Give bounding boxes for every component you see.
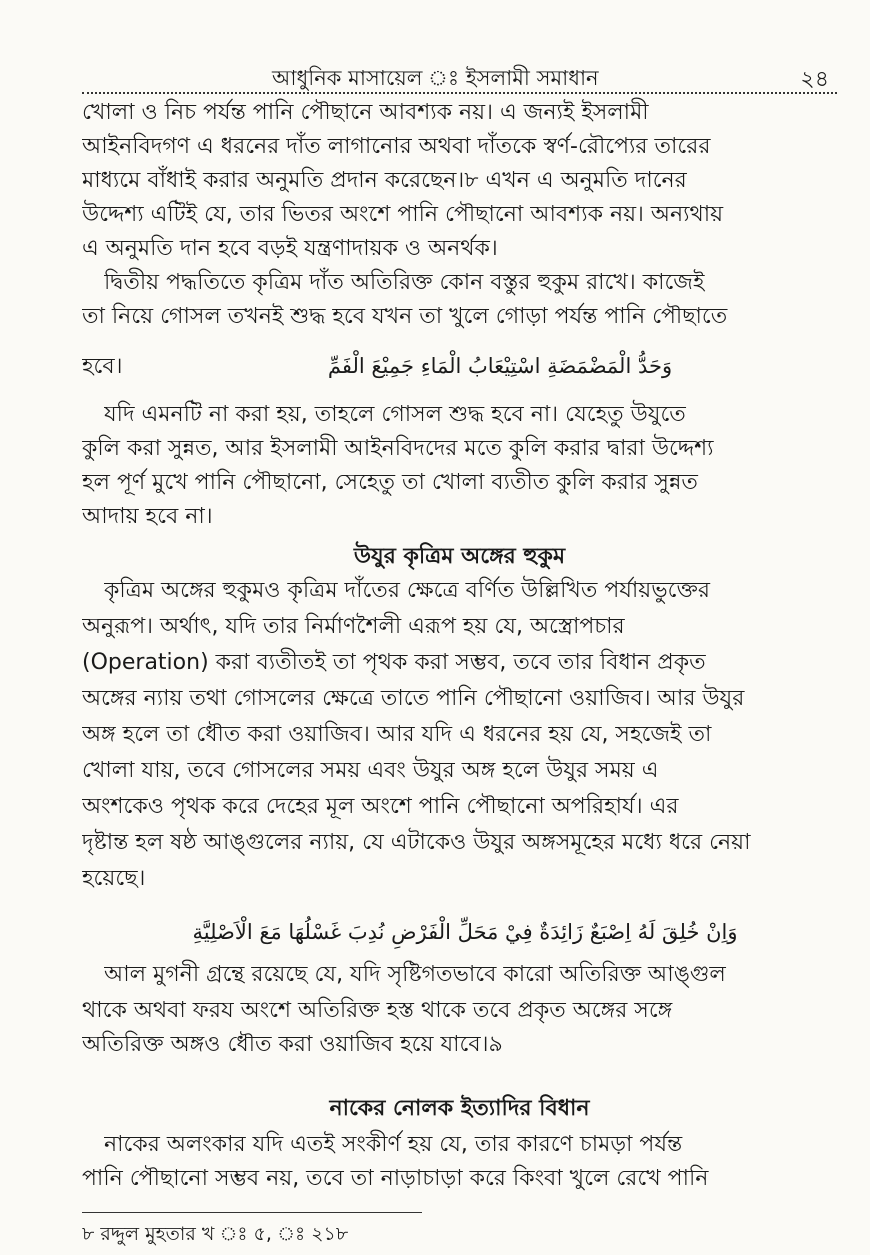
page-number: ২৪ xyxy=(800,67,829,92)
text-line: কুলি করা সুন্নত, আর ইসলামী আইনবিদদের মতে কুলি করার দ্বারা উদ্দেশ্য xyxy=(82,436,714,461)
text-line: অনুরূপ। অর্থাৎ, যদি তার নির্মাণশৈলী এরূপ হয় যে, অস্ত্রোপচার xyxy=(82,614,625,639)
section-heading: নাকের নোলক ইত্যাদির বিধান xyxy=(329,1096,590,1121)
text-line: নাকের অলংকার যদি এতই সংকীর্ণ হয় যে, তার কারণে চামড়া পর্যন্ত xyxy=(104,1132,683,1157)
text-line: কৃত্রিম অঙ্গের হুকুমও কৃত্রিম দাঁতের ক্ষেত্রে বর্ণিত উল্লিখিত পর্যায়ভুক্তের xyxy=(104,578,710,603)
text-line: দ্বিতীয় পদ্ধতিতে কৃত্রিম দাঁত অতিরিক্ত কোন বস্তুর হুকুম রাখে। কাজেই xyxy=(104,270,705,295)
text-line: (Operation) করা ব্যতীতই তা পৃথক করা সম্ভব, তবে তার বিধান প্রকৃত xyxy=(82,650,706,675)
text-line: তা নিয়ে গোসল তখনই শুদ্ধ হবে যখন তা খুলে গোড়া পর্যন্ত পানি পৌছাতে xyxy=(82,304,728,329)
footnote-divider xyxy=(82,1212,422,1213)
text-line: যদি এমনটি না করা হয়, তাহলে গোসল শুদ্ধ হবে না। যেহেতু উযুতে xyxy=(104,402,686,427)
running-title: আধুনিক মাসায়েল ঃ ইসলামী সমাধান xyxy=(272,66,599,90)
footnote: ৮ রদ্দুল মুহতার খ ঃ ৫, ঃ ২১৮ xyxy=(82,1223,349,1245)
text-line: থাকে অথবা ফরয অংশে অতিরিক্ত হস্ত থাকে তবে প্রকৃত অঙ্গের সঙ্গে xyxy=(82,998,673,1023)
text-line: আল মুগনী গ্রন্থে রয়েছে যে, যদি সৃষ্টিগতভাবে কারো অতিরিক্ত আঙ্গুল xyxy=(104,962,726,987)
arabic-quote: وَحَدُّ الْمَضْمَضَةِ اسْتِيْعَابُ الْمَاءِ جَمِيْعَ الْفَمِّ xyxy=(327,354,673,378)
text-line: এ অনুমতি দান হবে বড়ই যন্ত্রণাদায়ক ও অনর্থক। xyxy=(82,236,498,261)
text-line: খোলা যায়, তবে গোসলের সময় এবং উযুর অঙ্গ হলে উযুর সময় এ xyxy=(82,758,659,783)
text-line: হয়েছে। xyxy=(82,866,146,891)
text-line: উদ্দেশ্য এটিই যে, তার ভিতর অংশে পানি পৌছানো আবশ্যক নয়। অন্যথায় xyxy=(82,202,724,227)
text-line: আইনবিদগণ এ ধরনের দাঁত লাগানোর অথবা দাঁতকে স্বর্ণ-রৌপ্যের তারের xyxy=(82,134,711,159)
text-line: মাধ্যমে বাঁধাই করার অনুমতি প্রদান করেছেন।৮ এখন এ অনুমতি দানের xyxy=(82,168,687,193)
text-line: আদায় হবে না। xyxy=(82,504,213,529)
text-line: হল পূর্ণ মুখে পানি পৌছানো, সেহেতু তা খোলা ব্যতীত কুলি করার সুন্নত xyxy=(82,470,698,495)
text-line: অঙ্গ হলে তা ধৌত করা ওয়াজিব। আর যদি এ ধরনের হয় যে, সহজেই তা xyxy=(82,722,712,747)
text-line: হবে। xyxy=(82,354,123,379)
text-line: খোলা ও নিচ পর্যন্ত পানি পৌছানে আবশ্যক নয়। এ জন্যই ইসলামী xyxy=(82,100,649,125)
section-heading: উযুর কৃত্রিম অঙ্গের হুকুম xyxy=(353,544,566,569)
page-header xyxy=(82,60,837,94)
text-line: অঙ্গের ন্যায় তথা গোসলের ক্ষেত্রে তাতে পানি পৌছানো ওয়াজিব। আর উযুর xyxy=(82,686,745,711)
arabic-quote: وَاِنْ خُلِقَ لَهُ اِصْبَعٌ زَائِدَةٌ فِيْ مَحَلِّ الْفَرْضِ نُدِبَ غَسْلُهَا مَعَ الْاَصْلِيَّةِ xyxy=(192,920,738,944)
text-line: অতিরিক্ত অঙ্গও ধৌত করা ওয়াজিব হয়ে যাবে।৯ xyxy=(82,1032,503,1057)
text-line: দৃষ্টান্ত হল ষষ্ঠ আঙ্গুলের ন্যায়, যে এটাকেও উযুর অঙ্গসমূহের মধ্যে ধরে নেয়া xyxy=(82,830,751,855)
text-line: পানি পৌছানো সম্ভব নয়, তবে তা নাড়াচাড়া করে কিংবা খুলে রেখে পানি xyxy=(82,1166,709,1191)
text-line: অংশকেও পৃথক করে দেহের মূল অংশে পানি পৌছানো অপরিহার্য। এর xyxy=(82,794,679,819)
